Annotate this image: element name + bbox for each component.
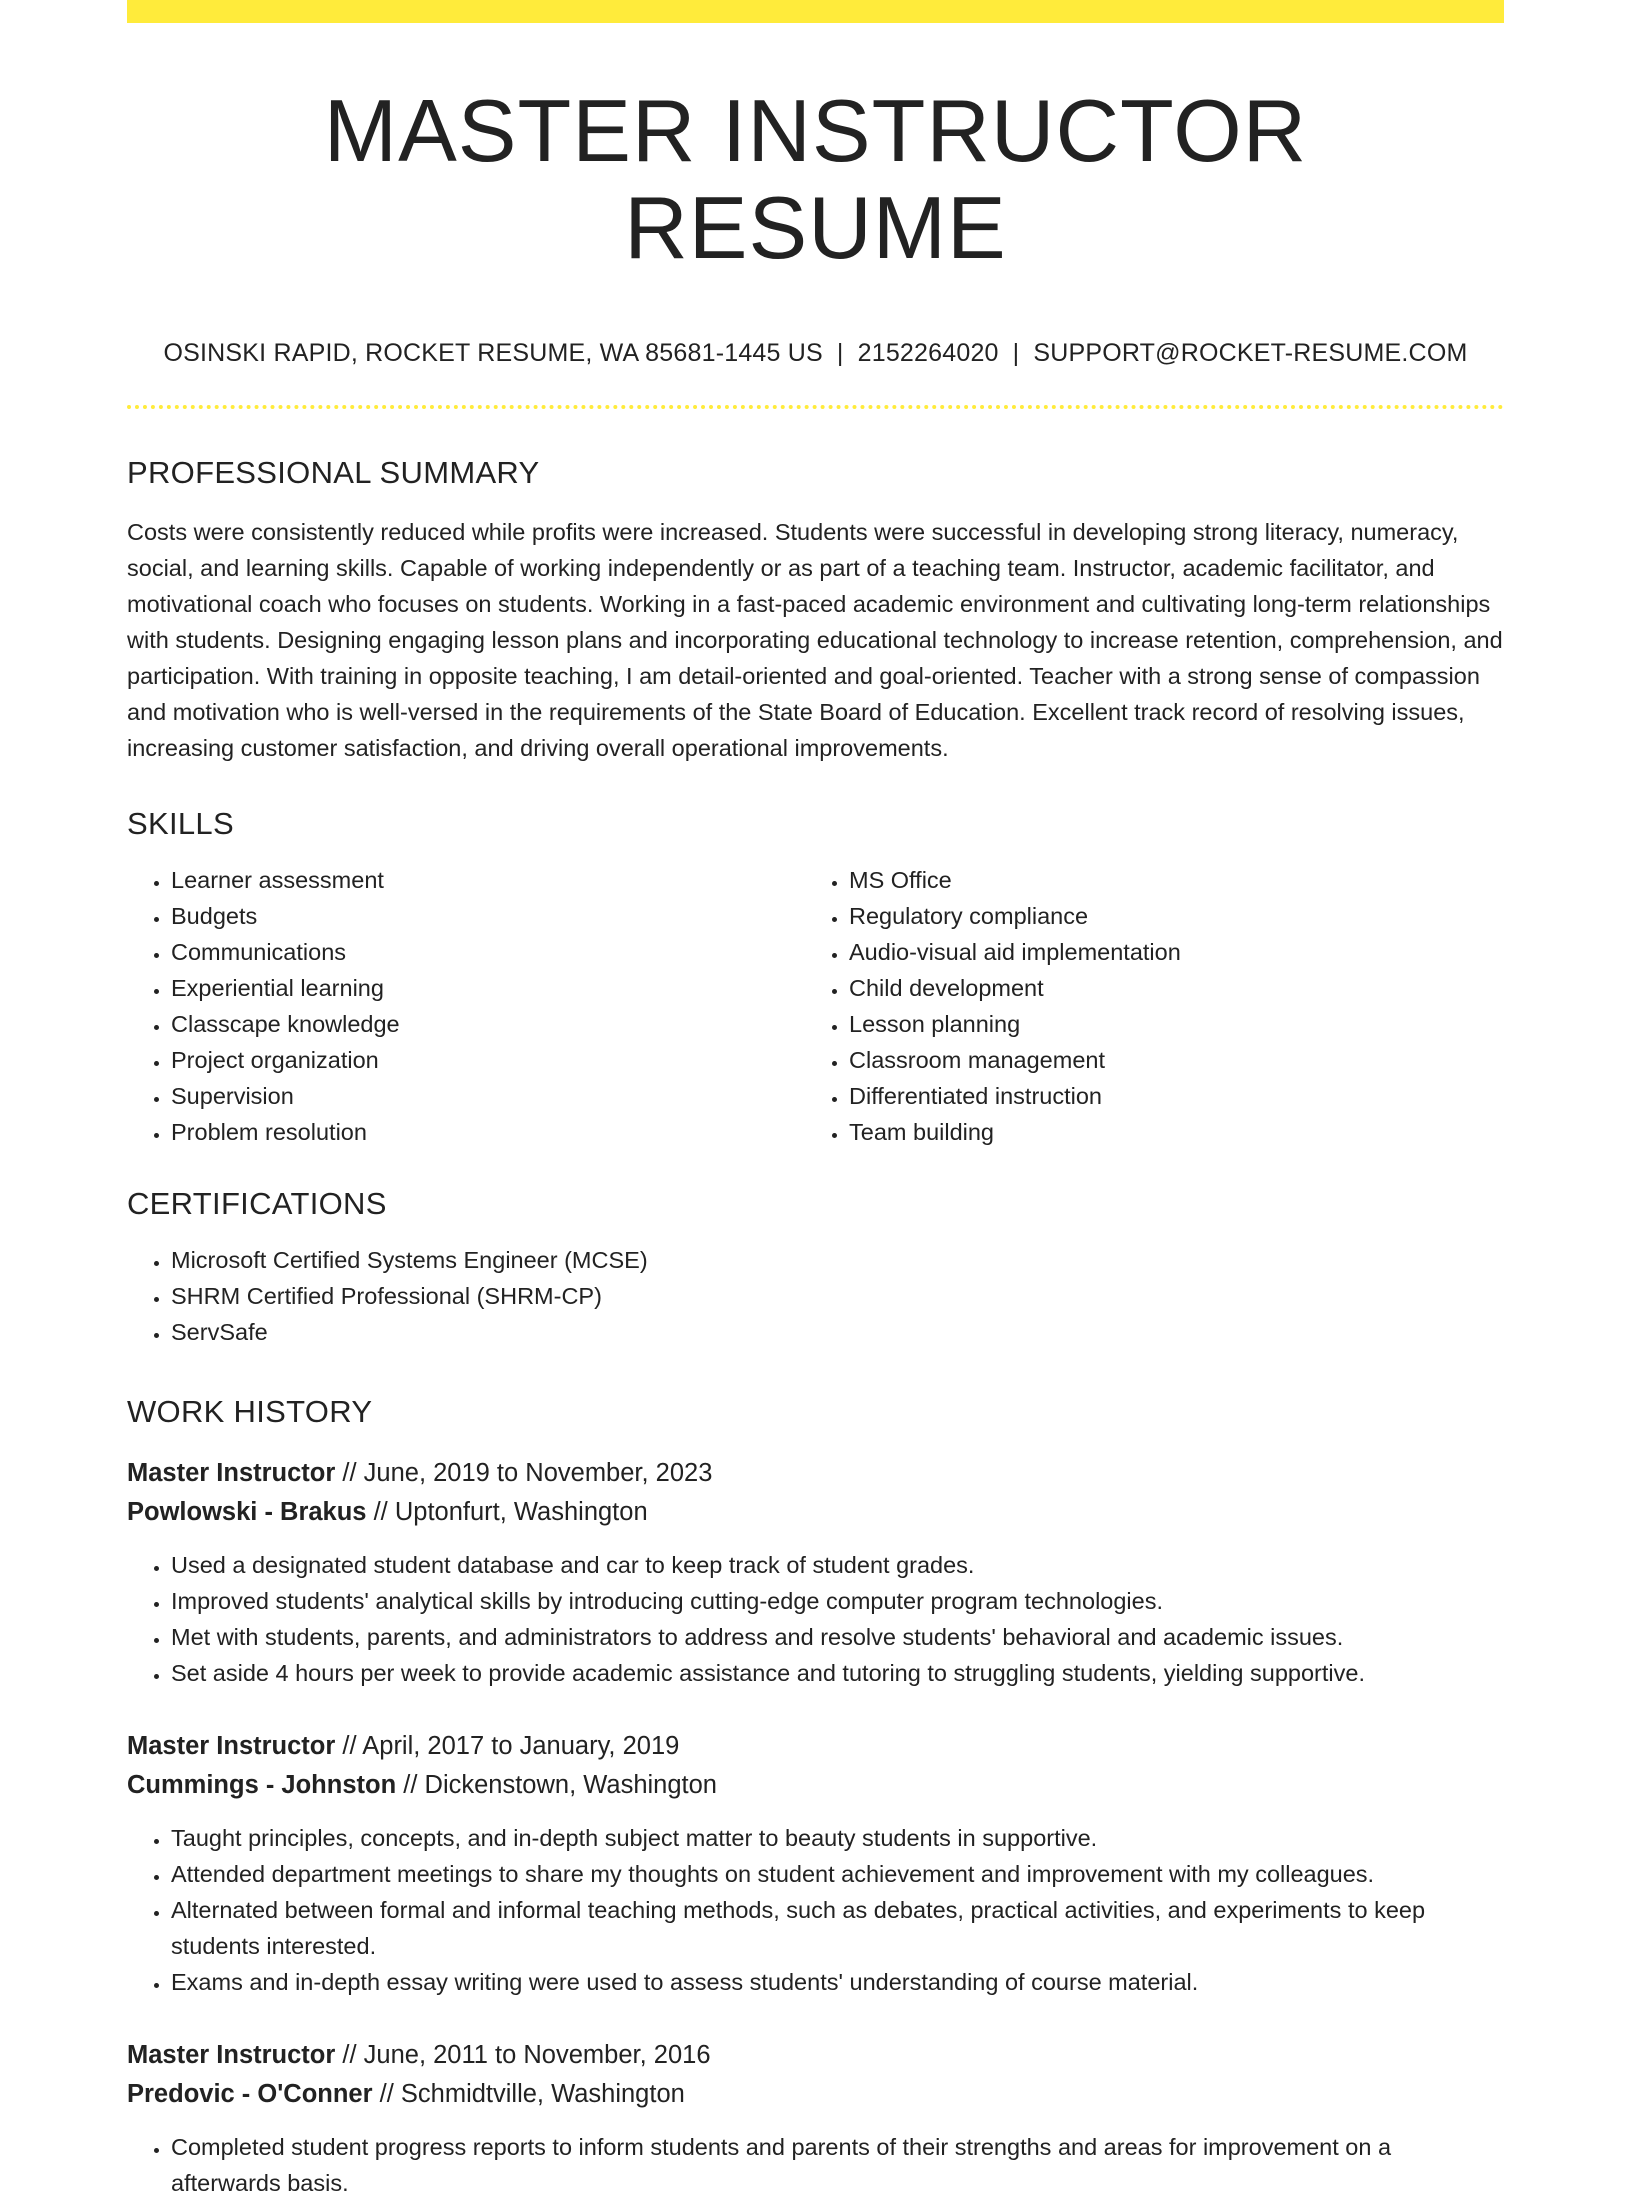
resume-title: MASTER INSTRUCTOR RESUME: [323, 81, 1308, 277]
skill-item: • Audio-visual aid implementation: [849, 934, 1499, 970]
job-dates: June, 2019 to November, 2023: [363, 1458, 713, 1487]
job-company: Predovic - O'Conner: [127, 2079, 373, 2108]
job-divider: //: [342, 1458, 357, 1487]
job-company-line: [127, 1766, 1504, 1805]
skill-item: • Experiential learning: [171, 970, 805, 1006]
job-bullet: • Exams and in-depth essay writing were used to assess students' understanding of course material.: [171, 1964, 1504, 2000]
job-divider: //: [342, 2040, 357, 2069]
job-role-line: [127, 2036, 1504, 2075]
skill-item: • Project organization: [171, 1042, 805, 1078]
contact-phone: 2152264020: [857, 338, 999, 367]
skills-list-right: [805, 862, 1499, 1150]
contact-line: [127, 339, 1504, 368]
job-entry: [127, 2036, 1504, 2201]
job-role-line: [127, 1454, 1504, 1493]
job-bullet: • Used a designated student database and car to keep track of student grades.: [171, 1547, 1504, 1583]
skill-item: • Learner assessment: [171, 862, 805, 898]
job-company: Cummings - Johnston: [127, 1770, 397, 1799]
job-bullet: • Taught principles, concepts, and in-depth subject matter to beauty students in supportive.: [171, 1820, 1504, 1856]
skill-item: • Communications: [171, 934, 805, 970]
job-dates: April, 2017 to January, 2019: [362, 1731, 680, 1760]
job-company-line: [127, 2075, 1504, 2114]
job-bullet: • Attended department meetings to share my thoughts on student achievement and improvement with my colleagues.: [171, 1856, 1504, 1892]
job-bullet: • Alternated between formal and informal teaching methods, such as debates, practical activities, and experiments to keep students interested.: [171, 1892, 1504, 1964]
job-bullet: • Improved students' analytical skills by introducing cutting-edge computer program technologies.: [171, 1583, 1504, 1619]
certifications-list: [127, 1242, 1504, 1350]
job-dates: June, 2011 to November, 2016: [363, 2040, 711, 2069]
skills-heading: SKILLS: [127, 805, 234, 841]
job-role: Master Instructor: [127, 2040, 336, 2069]
resume-page: [127, 0, 1504, 2201]
contact-separator: |: [1012, 338, 1020, 367]
skill-item: • MS Office: [849, 862, 1499, 898]
job-bullets: [127, 1820, 1504, 2000]
job-company-line: [127, 1493, 1504, 1532]
certifications-heading: CERTIFICATIONS: [127, 1185, 387, 1221]
job-role: Master Instructor: [127, 1458, 336, 1487]
skill-item: • Classcape knowledge: [171, 1006, 805, 1042]
summary-heading: PROFESSIONAL SUMMARY: [127, 454, 540, 490]
job-entry: [127, 1454, 1504, 1691]
skill-item: • Differentiated instruction: [849, 1078, 1499, 1114]
job-location: Uptonfurt, Washington: [394, 1497, 648, 1526]
skill-item: • Lesson planning: [849, 1006, 1499, 1042]
skill-item: • Supervision: [171, 1078, 805, 1114]
job-bullet: • Completed student progress reports to inform students and parents of their strengths and areas for improvement on a afterwards basis.: [171, 2129, 1504, 2201]
job-bullets: [127, 1547, 1504, 1691]
job-bullet: • Set aside 4 hours per week to provide academic assistance and tutoring to struggling students, yielding supportive.: [171, 1655, 1504, 1691]
skills-list-left: [127, 862, 805, 1150]
job-bullets: [127, 2129, 1504, 2201]
job-divider: //: [342, 1731, 357, 1760]
skill-item: • Problem resolution: [171, 1114, 805, 1150]
job-divider: //: [373, 1497, 388, 1526]
job-entry: [127, 1727, 1504, 2000]
job-divider: //: [379, 2079, 394, 2108]
work-history-heading: WORK HISTORY: [127, 1393, 373, 1429]
job-company: Powlowski - Brakus: [127, 1497, 367, 1526]
skill-item: • Budgets: [171, 898, 805, 934]
job-divider: //: [403, 1770, 418, 1799]
skill-item: • Classroom management: [849, 1042, 1499, 1078]
job-role: Master Instructor: [127, 1731, 336, 1760]
job-bullet: • Met with students, parents, and administrators to address and resolve students' behavioral and academic issues.: [171, 1619, 1504, 1655]
skill-item: • Child development: [849, 970, 1499, 1006]
skill-item: • Regulatory compliance: [849, 898, 1499, 934]
job-role-line: [127, 1727, 1504, 1766]
skill-item: • Team building: [849, 1114, 1499, 1150]
header-divider: [127, 405, 1504, 409]
certification-item: • ServSafe: [171, 1314, 1504, 1350]
job-location: Schmidtville, Washington: [400, 2079, 685, 2108]
certification-item: • SHRM Certified Professional (SHRM-CP): [171, 1278, 1504, 1314]
skills-columns: [127, 862, 1504, 1150]
contact-email: SUPPORT@ROCKET-RESUME.COM: [1033, 338, 1468, 367]
job-location: Dickenstown, Washington: [424, 1770, 717, 1799]
summary-text: Costs were consistently reduced while profits were increased. Students were successful in developing strong literacy, numeracy, social, and learning skills. Capable of working independently or as part of a teaching team. Instructor, academic facilitator, and motivational coach who focuses on students. Working in a fast-paced academic environment and cultivating long-term relationships with students. Designing engaging lesson plans and incorporating educational technology to increase retention, comprehension, and participation. With training in opposite teaching, I am detail-oriented and goal-oriented. Teacher with a strong sense of compassion and motivation who is well-versed in the requirements of the State Board of Education. Excellent track record of resolving issues, increasing customer satisfaction, and driving overall operational improvements.: [127, 518, 1503, 761]
certification-item: • Microsoft Certified Systems Engineer (MCSE): [171, 1242, 1504, 1278]
contact-separator: |: [836, 338, 844, 367]
top-accent-bar: [127, 0, 1504, 23]
contact-address: OSINSKI RAPID, ROCKET RESUME, WA 85681-1445 US: [163, 338, 823, 367]
